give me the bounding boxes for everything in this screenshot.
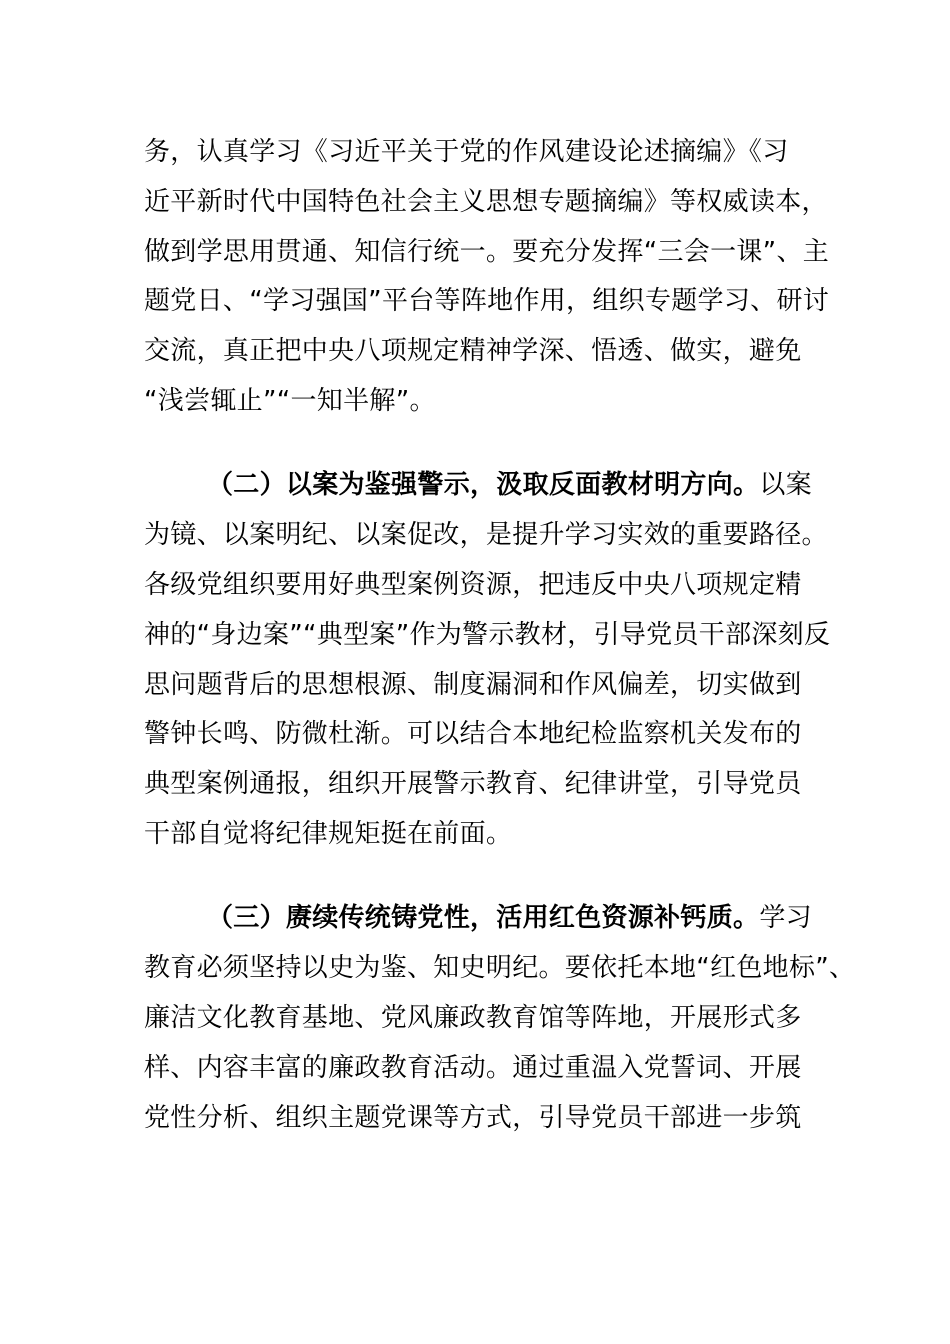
section-3-line-5: 党性分析、组织主题党课等方式，引导党员干部进一步筑 [144,1103,802,1133]
paragraph-1-line-1: 务，认真学习《习近平关于党的作风建设论述摘编》《习 [144,137,789,167]
section-2-first-line-rest: 以案 [759,470,812,500]
section-2-line-4: 神的“身边案”“典型案”作为警示教材，引导党员干部深刻反 [144,620,831,650]
section-2-line-8: 干部自觉将纪律规矩挺在前面。 [144,819,513,849]
paragraph-1-line-4: 题党日、“学习强国”平台等阵地作用，组织专题学习、研讨 [144,286,830,316]
paragraph-1-line-3: 做到学思用贯通、知信行统一。要充分发挥“三会一课”、主 [144,237,830,267]
section-3-first-line-rest: 学习 [759,903,812,933]
section-3-first-line [207,901,812,935]
section-2-line-3: 各级党组织要用好典型案例资源，把违反中央八项规定精 [144,570,802,600]
section-2-line-6: 警钟长鸣、防微杜渐。可以结合本地纪检监察机关发布的 [144,719,802,749]
paragraph-1-line-6: “浅尝辄止”“一知半解”。 [144,386,436,416]
section-3-line-3: 廉洁文化教育基地、党风廉政教育馆等阵地，开展形式多 [144,1003,802,1033]
section-2-line-7: 典型案例通报，组织开展警示教育、纪律讲堂，引导党员 [144,769,802,799]
section-3-line-4: 样、内容丰富的廉政教育活动。通过重温入党誓词、开展 [144,1053,802,1083]
paragraph-1-line-2: 近平新时代中国特色社会主义思想专题摘编》等权威读本， [144,187,828,217]
section-2-line-2: 为镜、以案明纪、以案促改，是提升学习实效的重要路径。 [144,520,828,550]
section-3-heading: （三）赓续传统铸党性，活用红色资源补钙质。 [207,903,760,933]
paragraph-1-line-5: 交流，真正把中央八项规定精神学深、悟透、做实，避免 [144,336,802,366]
section-2-line-5: 思问题背后的思想根源、制度漏洞和作风偏差，切实做到 [144,670,802,700]
section-2-heading: （二）以案为鉴强警示，汲取反面教材明方向。 [207,470,760,500]
section-3-line-2: 教育必须坚持以史为鉴、知史明纪。要依托本地“红色地标”、 [144,953,856,983]
section-2-first-line [207,468,812,502]
